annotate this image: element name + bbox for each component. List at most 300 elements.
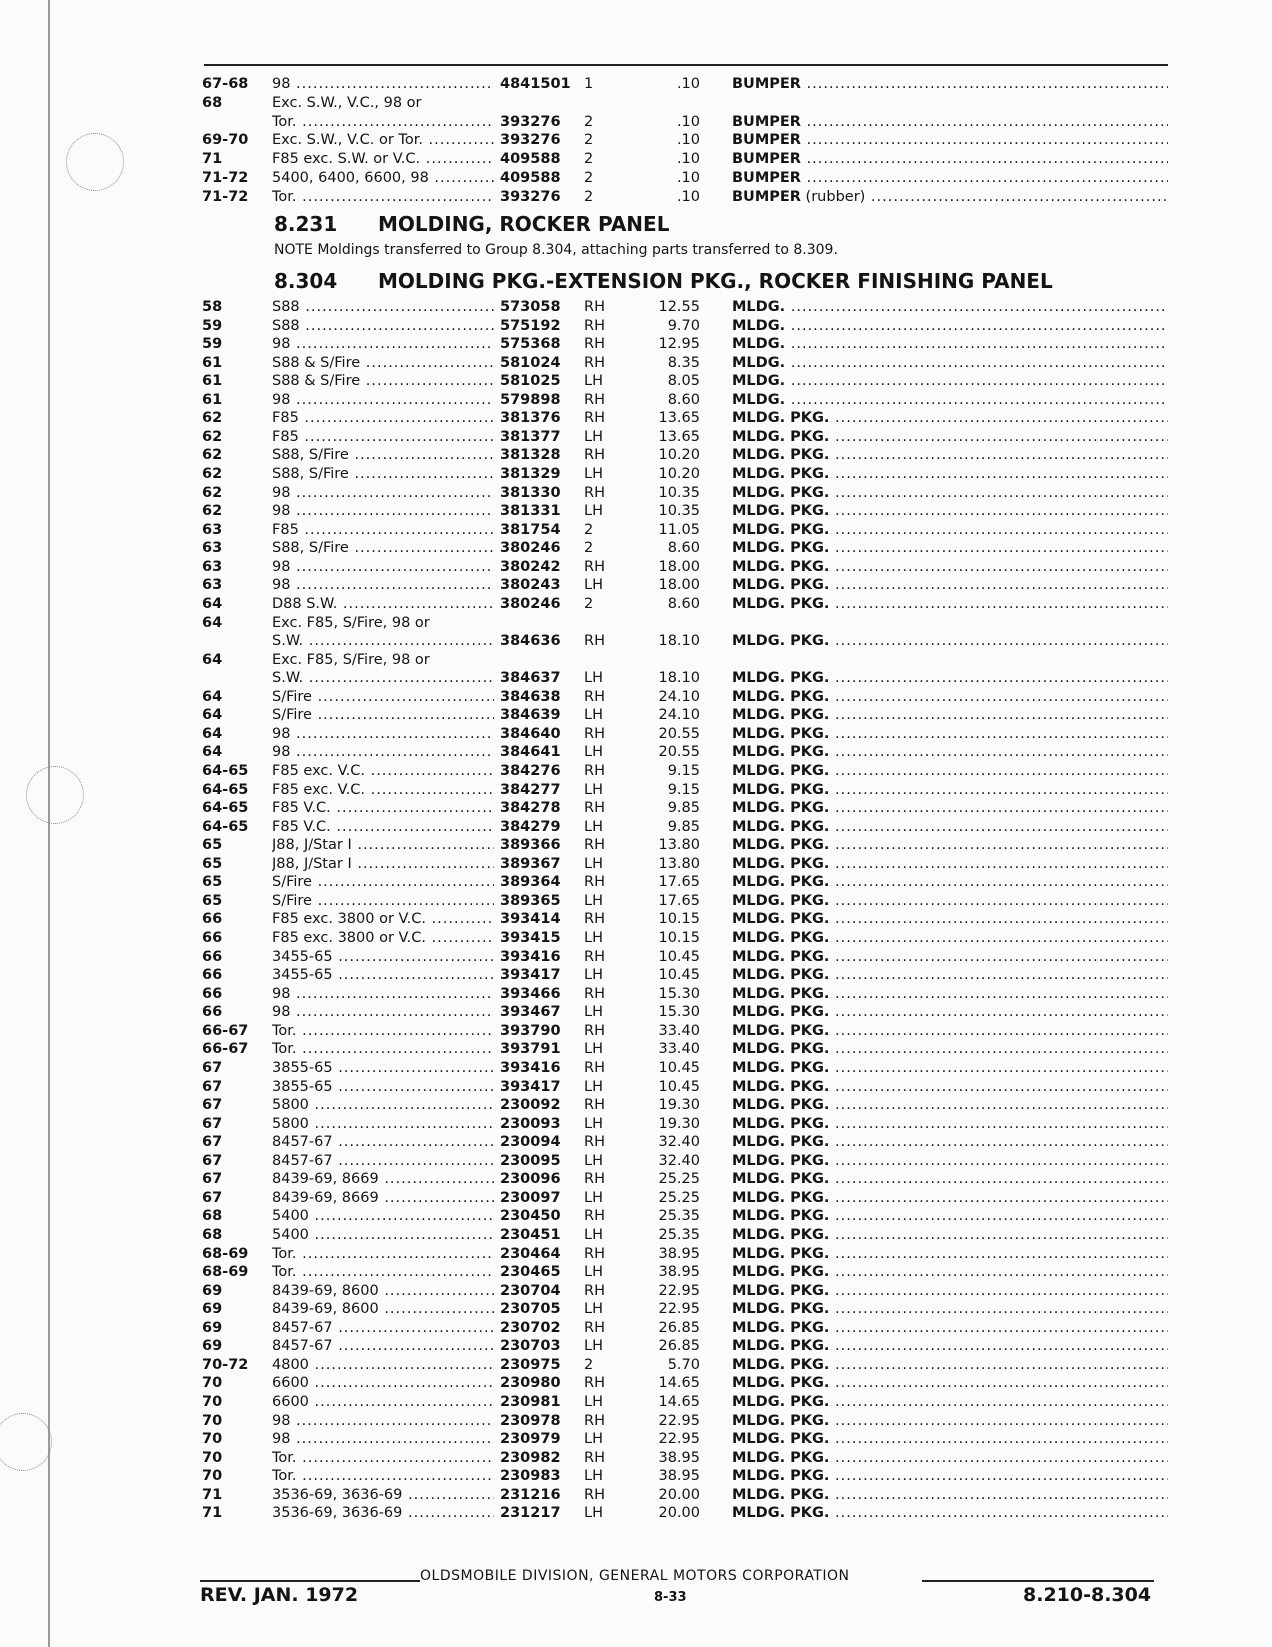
model-cell: 98 ..... <box>272 75 494 94</box>
part-number-cell: 4841501 <box>500 76 571 92</box>
part-number-cell: 393467 <box>500 1004 561 1021</box>
part-number-cell: 230465 <box>500 1264 561 1281</box>
year-cell: 64 <box>202 725 223 742</box>
year-cell: 64-65 <box>202 763 249 779</box>
year-cell: 68 <box>202 1227 223 1243</box>
description-cell <box>732 1504 1168 1523</box>
part-number-cell: 230092 <box>500 1097 561 1114</box>
description-cell <box>732 1040 1168 1059</box>
quantity-cell: RH <box>584 484 605 501</box>
price-cell: 38.95 <box>658 1245 700 1262</box>
footer-rule-right <box>922 1580 1154 1582</box>
year-cell: 69 <box>202 1338 223 1355</box>
footer-page-number: 8-33 <box>654 1590 687 1605</box>
table-row <box>0 595 1272 614</box>
part-number-cell: 230096 <box>500 1171 561 1188</box>
part-number-cell: 230097 <box>500 1189 561 1206</box>
year-cell: 67-68 <box>202 76 249 92</box>
price-cell: 9.15 <box>667 763 700 779</box>
description-main: MLDG. PKG. <box>732 484 830 501</box>
table-row <box>0 1263 1272 1282</box>
table-row <box>0 1245 1272 1264</box>
quantity-cell: RH <box>584 1059 605 1076</box>
model-cell: Tor. ..... <box>272 1022 494 1041</box>
description-main: MLDG. PKG. <box>732 1022 830 1039</box>
description-cell <box>732 743 1168 762</box>
description-cell <box>732 317 1168 336</box>
quantity-cell: RH <box>584 725 605 742</box>
description-cell <box>732 131 1168 150</box>
description-cell <box>732 966 1168 985</box>
part-number-cell: 393791 <box>500 1041 561 1058</box>
price-cell: 10.45 <box>658 967 700 984</box>
description-cell <box>732 1226 1168 1245</box>
model-cell: 8439-69, 8600 ..... <box>272 1282 494 1301</box>
model-cell: 5400 ..... <box>272 1207 494 1226</box>
model-cell: S88, S/Fire ..... <box>272 446 494 465</box>
year-cell: 63 <box>202 521 223 538</box>
year-cell: 67 <box>202 1097 223 1114</box>
model-cell: Exc. S.W., V.C., 98 or <box>272 94 422 111</box>
description-cell <box>732 391 1168 410</box>
table-row <box>0 1096 1272 1115</box>
part-number-cell: 393276 <box>500 188 561 205</box>
part-number-cell: 230979 <box>500 1431 561 1448</box>
part-number-cell: 230982 <box>500 1449 561 1466</box>
table-row <box>0 558 1272 577</box>
price-cell: 9.15 <box>667 781 700 798</box>
part-number-cell: 230975 <box>500 1356 561 1373</box>
price-cell: 10.20 <box>658 447 700 464</box>
table-row <box>0 576 1272 595</box>
price-cell: 13.65 <box>658 428 700 445</box>
description-main: BUMPER <box>732 170 801 186</box>
part-number-cell: 230094 <box>500 1134 561 1151</box>
year-cell: 59 <box>202 336 223 353</box>
model-cell: F85 V.C. ..... <box>272 818 494 837</box>
quantity-cell: LH <box>584 1301 603 1318</box>
year-cell: 64 <box>202 614 223 631</box>
quantity-cell: LH <box>584 1264 603 1281</box>
model-cell: 98 ..... <box>272 1430 494 1449</box>
price-cell: 10.20 <box>658 466 700 483</box>
quantity-cell: RH <box>584 763 605 779</box>
table-row <box>0 75 1272 94</box>
quantity-cell: RH <box>584 447 605 464</box>
table-row <box>0 632 1272 651</box>
year-cell: 67 <box>202 1189 223 1206</box>
model-cell: S/Fire ..... <box>272 688 494 707</box>
price-cell: 9.85 <box>667 800 700 817</box>
description-main: MLDG. <box>732 391 786 408</box>
model-cell: 8439-69, 8669 ..... <box>272 1189 494 1208</box>
table-row <box>0 651 1272 670</box>
part-number-cell: 393417 <box>500 1078 561 1095</box>
description-main: MLDG. <box>732 354 786 371</box>
price-cell: 8.60 <box>667 391 700 408</box>
model-cell: 3855-65 ..... <box>272 1059 494 1078</box>
description-cell <box>732 169 1168 188</box>
table-row <box>0 762 1272 781</box>
quantity-cell: LH <box>584 1431 603 1448</box>
model-cell: Tor. ..... <box>272 188 494 207</box>
part-number-cell: 380242 <box>500 558 561 575</box>
quantity-cell: LH <box>584 707 603 724</box>
model-cell: 98 ..... <box>272 502 494 521</box>
model-cell: 98 ..... <box>272 576 494 595</box>
price-cell: 10.45 <box>658 1078 700 1095</box>
year-cell: 64 <box>202 707 223 724</box>
table-row <box>0 614 1272 633</box>
part-number-cell: 393790 <box>500 1022 561 1039</box>
part-number-cell: 389367 <box>500 855 561 872</box>
quantity-cell: RH <box>584 336 605 353</box>
description-cell <box>732 836 1168 855</box>
description-main: MLDG. PKG. <box>732 1356 830 1373</box>
part-number-cell: 230451 <box>500 1227 561 1243</box>
description-main: MLDG. PKG. <box>732 1245 830 1262</box>
quantity-cell: RH <box>584 299 605 315</box>
price-cell: 32.40 <box>658 1152 700 1169</box>
price-cell: 25.25 <box>658 1171 700 1188</box>
model-cell: 3536-69, 3636-69 ..... <box>272 1504 494 1523</box>
model-cell: 5800 ..... <box>272 1115 494 1134</box>
model-cell: 5800 ..... <box>272 1096 494 1115</box>
table-row <box>0 1207 1272 1226</box>
quantity-cell: LH <box>584 818 603 835</box>
description-main: MLDG. PKG. <box>732 744 830 761</box>
model-cell: F85 ..... <box>272 428 494 447</box>
description-cell <box>732 1412 1168 1431</box>
description-main: MLDG. PKG. <box>732 521 830 538</box>
part-number-cell: 381331 <box>500 503 561 520</box>
table-row <box>0 521 1272 540</box>
description-cell <box>732 1449 1168 1468</box>
quantity-cell: LH <box>584 1468 603 1485</box>
model-cell: F85 ..... <box>272 409 494 428</box>
table-row <box>0 781 1272 800</box>
table-row <box>0 1504 1272 1523</box>
quantity-cell: RH <box>584 391 605 408</box>
price-cell: 18.00 <box>658 558 700 575</box>
part-number-cell: 230983 <box>500 1468 561 1485</box>
model-cell: 6600 ..... <box>272 1393 494 1412</box>
part-number-cell: 230705 <box>500 1301 561 1318</box>
description-cell <box>732 188 1168 207</box>
price-cell: 22.95 <box>658 1282 700 1299</box>
quantity-cell: 2 <box>584 1356 594 1373</box>
price-cell: 13.80 <box>658 855 700 872</box>
model-cell: F85 exc. S.W. or V.C. ..... <box>272 150 494 169</box>
price-cell: 24.10 <box>658 688 700 705</box>
price-cell: 8.60 <box>667 595 700 612</box>
model-cell: 98 ..... <box>272 558 494 577</box>
price-cell: 8.05 <box>667 373 700 390</box>
year-cell: 66 <box>202 1004 223 1021</box>
description-main: MLDG. PKG. <box>732 763 830 779</box>
section-title: MOLDING, ROCKER PANEL <box>378 212 670 236</box>
table-row <box>0 298 1272 317</box>
part-number-cell: 231217 <box>500 1505 561 1522</box>
description-cell <box>732 539 1168 558</box>
part-number-cell: 230702 <box>500 1319 561 1336</box>
year-cell: 67 <box>202 1078 223 1095</box>
description-cell <box>732 446 1168 465</box>
price-cell: .10 <box>676 113 700 130</box>
description-cell <box>732 706 1168 725</box>
table-row <box>0 484 1272 503</box>
part-number-cell: 384279 <box>500 818 561 835</box>
description-cell <box>732 1486 1168 1505</box>
model-cell: S.W. ..... <box>272 669 494 688</box>
description-cell <box>732 799 1168 818</box>
model-cell: S/Fire ..... <box>272 892 494 911</box>
table-row <box>0 1412 1272 1431</box>
model-cell: F85 exc. 3800 or V.C. ..... <box>272 910 494 929</box>
table-row <box>0 335 1272 354</box>
part-number-cell: 381377 <box>500 428 561 445</box>
description-main: MLDG. PKG. <box>732 911 830 928</box>
year-cell: 64 <box>202 651 223 668</box>
table-row <box>0 1078 1272 1097</box>
description-cell <box>732 428 1168 447</box>
part-number-cell: 230450 <box>500 1208 561 1225</box>
model-cell: 98 ..... <box>272 985 494 1004</box>
year-cell: 71-72 <box>202 170 249 186</box>
model-cell: F85 exc. V.C. ..... <box>272 762 494 781</box>
description-main: MLDG. PKG. <box>732 800 830 817</box>
part-number-cell: 381754 <box>500 521 561 538</box>
model-cell: D88 S.W. ..... <box>272 595 494 614</box>
part-number-cell: 579898 <box>500 391 561 408</box>
part-number-cell: 384276 <box>500 763 561 779</box>
year-cell: 70 <box>202 1449 223 1466</box>
model-cell: 6600 ..... <box>272 1374 494 1393</box>
description-cell <box>732 1096 1168 1115</box>
price-cell: 10.15 <box>658 911 700 928</box>
table-row <box>0 985 1272 1004</box>
description-cell <box>732 1374 1168 1393</box>
year-cell: 66 <box>202 911 223 928</box>
model-cell: S88 & S/Fire ..... <box>272 372 494 391</box>
quantity-cell: 2 <box>584 170 594 186</box>
table-row <box>0 910 1272 929</box>
description-cell <box>732 150 1168 169</box>
year-cell: 67 <box>202 1152 223 1169</box>
description-main: MLDG. <box>732 317 786 334</box>
description-main: MLDG. PKG. <box>732 1394 830 1411</box>
quantity-cell: 1 <box>584 76 594 92</box>
year-cell: 67 <box>202 1134 223 1151</box>
description-main: MLDG. PKG. <box>732 1301 830 1318</box>
quantity-cell: LH <box>584 577 603 594</box>
price-cell: 26.85 <box>658 1338 700 1355</box>
year-cell: 62 <box>202 447 223 464</box>
year-cell: 67 <box>202 1115 223 1132</box>
quantity-cell: 2 <box>584 188 594 205</box>
description-cell <box>732 1115 1168 1134</box>
year-cell: 63 <box>202 558 223 575</box>
description-main: MLDG. PKG. <box>732 707 830 724</box>
part-number-cell: 575368 <box>500 336 561 353</box>
quantity-cell: LH <box>584 781 603 798</box>
price-cell: 24.10 <box>658 707 700 724</box>
price-cell: 19.30 <box>658 1115 700 1132</box>
table-row <box>0 1022 1272 1041</box>
year-cell: 63 <box>202 577 223 594</box>
price-cell: 10.45 <box>658 1059 700 1076</box>
description-cell <box>732 1207 1168 1226</box>
year-cell: 68-69 <box>202 1245 249 1262</box>
model-cell: 98 ..... <box>272 1412 494 1431</box>
price-cell: 13.80 <box>658 837 700 854</box>
model-cell: S/Fire ..... <box>272 706 494 725</box>
price-cell: 32.40 <box>658 1134 700 1151</box>
quantity-cell: RH <box>584 1245 605 1262</box>
description-cell <box>732 1003 1168 1022</box>
description-main: MLDG. PKG. <box>732 466 830 483</box>
description-cell <box>732 1430 1168 1449</box>
part-number-cell: 384637 <box>500 670 561 687</box>
description-cell <box>732 855 1168 874</box>
table-row <box>0 688 1272 707</box>
description-cell <box>732 1263 1168 1282</box>
description-main: MLDG. PKG. <box>732 633 830 650</box>
model-cell: Exc. F85, S/Fire, 98 or <box>272 651 430 668</box>
quantity-cell: RH <box>584 1208 605 1225</box>
year-cell: 62 <box>202 410 223 427</box>
year-cell: 69-70 <box>202 132 249 149</box>
table-row <box>0 1300 1272 1319</box>
description-main: MLDG. PKG. <box>732 1264 830 1281</box>
table-row <box>0 1189 1272 1208</box>
description-main: MLDG. PKG. <box>732 577 830 594</box>
year-cell: 62 <box>202 428 223 445</box>
price-cell: .10 <box>676 132 700 149</box>
price-cell: 8.60 <box>667 540 700 557</box>
year-cell: 59 <box>202 317 223 334</box>
table-row <box>0 391 1272 410</box>
year-cell: 61 <box>202 373 223 390</box>
part-number-cell: 230095 <box>500 1152 561 1169</box>
quantity-cell: RH <box>584 1375 605 1392</box>
table-row <box>0 169 1272 188</box>
quantity-cell: RH <box>584 1449 605 1466</box>
price-cell: 38.95 <box>658 1264 700 1281</box>
table-row <box>0 113 1272 132</box>
year-cell: 71 <box>202 1505 223 1522</box>
model-cell: 3536-69, 3636-69 ..... <box>272 1486 494 1505</box>
description-cell <box>732 1245 1168 1264</box>
model-cell: 98 ..... <box>272 725 494 744</box>
price-cell: 22.95 <box>658 1412 700 1429</box>
description-cell <box>732 985 1168 1004</box>
price-cell: 25.35 <box>658 1208 700 1225</box>
year-cell: 63 <box>202 540 223 557</box>
quantity-cell: RH <box>584 1319 605 1336</box>
price-cell: 20.55 <box>658 725 700 742</box>
table-row <box>0 1133 1272 1152</box>
table-row <box>0 150 1272 169</box>
part-number-cell: 581024 <box>500 354 561 371</box>
description-main: BUMPER <box>732 188 801 205</box>
part-number-cell: 230464 <box>500 1245 561 1262</box>
model-cell: J88, J/Star I ..... <box>272 836 494 855</box>
table-row <box>0 873 1272 892</box>
price-cell: 18.00 <box>658 577 700 594</box>
quantity-cell: RH <box>584 874 605 891</box>
description-main: MLDG. PKG. <box>732 948 830 965</box>
model-cell: 98 ..... <box>272 743 494 762</box>
model-cell: F85 exc. 3800 or V.C. ..... <box>272 929 494 948</box>
model-cell: 4800 ..... <box>272 1356 494 1375</box>
quantity-cell: LH <box>584 967 603 984</box>
part-number-cell: 384636 <box>500 633 561 650</box>
quantity-cell: RH <box>584 1412 605 1429</box>
quantity-cell: RH <box>584 1282 605 1299</box>
description-main: MLDG. PKG. <box>732 1486 830 1503</box>
price-cell: 10.15 <box>658 930 700 947</box>
quantity-cell: LH <box>584 428 603 445</box>
quantity-cell: RH <box>584 633 605 650</box>
description-main: MLDG. PKG. <box>732 1041 830 1058</box>
description-main: MLDG. PKG. <box>732 410 830 427</box>
part-number-cell: 381330 <box>500 484 561 501</box>
part-number-cell: 230703 <box>500 1338 561 1355</box>
quantity-cell: LH <box>584 1152 603 1169</box>
description-cell <box>732 502 1168 521</box>
description-cell <box>732 892 1168 911</box>
quantity-cell: RH <box>584 1486 605 1503</box>
quantity-cell: RH <box>584 1134 605 1151</box>
part-number-cell: 231216 <box>500 1486 561 1503</box>
description-main: BUMPER <box>732 113 801 130</box>
model-cell: Tor. ..... <box>272 1245 494 1264</box>
price-cell: 25.25 <box>658 1189 700 1206</box>
top-rule <box>204 64 1168 66</box>
quantity-cell: 2 <box>584 540 594 557</box>
quantity-cell: 2 <box>584 595 594 612</box>
table-row <box>0 1170 1272 1189</box>
quantity-cell: LH <box>584 1078 603 1095</box>
description-cell <box>732 1356 1168 1375</box>
quantity-cell: LH <box>584 744 603 761</box>
table-row <box>0 1337 1272 1356</box>
table-row <box>0 892 1272 911</box>
model-cell: F85 exc. V.C. ..... <box>272 781 494 800</box>
description-cell <box>732 113 1168 132</box>
table-row <box>0 855 1272 874</box>
model-cell: S/Fire ..... <box>272 873 494 892</box>
description-cell <box>732 873 1168 892</box>
price-cell: 17.65 <box>658 874 700 891</box>
model-cell: S.W. ..... <box>272 632 494 651</box>
price-cell: 19.30 <box>658 1097 700 1114</box>
part-number-cell: 230978 <box>500 1412 561 1429</box>
price-cell: 26.85 <box>658 1319 700 1336</box>
year-cell: 71-72 <box>202 188 249 205</box>
model-cell: S88, S/Fire ..... <box>272 539 494 558</box>
description-main: MLDG. PKG. <box>732 428 830 445</box>
model-cell: 3455-65 ..... <box>272 948 494 967</box>
model-cell: S88 ..... <box>272 317 494 336</box>
description-main: MLDG. PKG. <box>732 930 830 947</box>
part-number-cell: 389366 <box>500 837 561 854</box>
model-cell: 8457-67 ..... <box>272 1133 494 1152</box>
part-number-cell: 409588 <box>500 170 561 186</box>
quantity-cell: LH <box>584 1041 603 1058</box>
year-cell: 69 <box>202 1319 223 1336</box>
